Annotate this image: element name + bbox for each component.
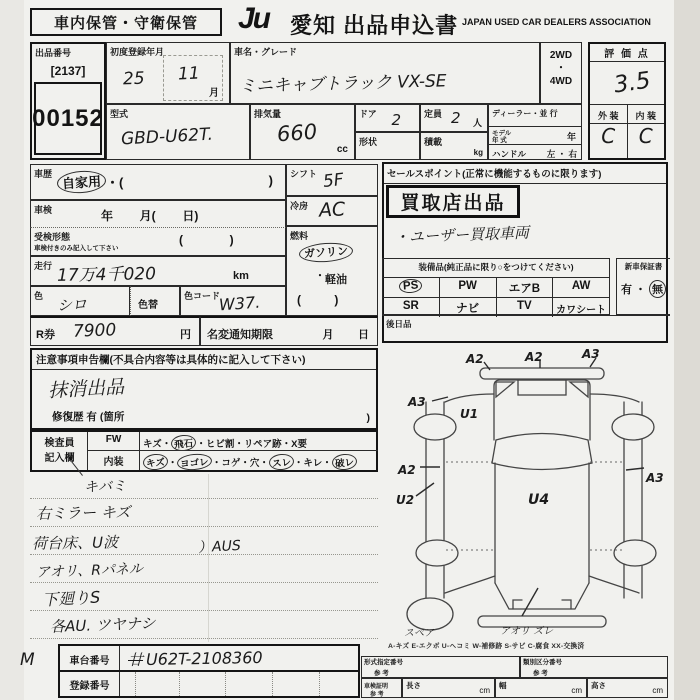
model-year-unit: 年: [566, 132, 576, 142]
capacity-value: 2: [451, 109, 461, 127]
storage-box: [30, 8, 222, 36]
int-sep-2: ・コゲ・穴・: [211, 458, 269, 469]
fw-item-circled: 飛石: [171, 434, 197, 452]
int-item-2: ヨゴレ: [177, 453, 213, 472]
load-cell: [420, 132, 488, 160]
scan-edge: [674, 0, 700, 700]
damage-label-a3-right: A3: [646, 471, 664, 485]
class-number-label: 類別区分番号: [523, 659, 562, 666]
length-label: 長さ: [406, 681, 421, 690]
door-label: ドア: [359, 109, 377, 119]
reg-divider: [225, 672, 226, 696]
chassis-row: [58, 644, 360, 672]
fw-item-pre: キズ・: [143, 439, 172, 450]
reg-divider: [319, 672, 320, 696]
damage-label-a2-top2: A2: [525, 350, 543, 364]
color-code-value: W37.: [218, 292, 261, 315]
fuel-dot: ・: [315, 271, 325, 282]
ac-value: AC: [318, 198, 346, 222]
shift-label: シフト: [290, 169, 318, 179]
reg-divider: [135, 672, 136, 696]
length-cell: [402, 678, 495, 698]
model-code-label: 型式: [110, 109, 129, 119]
int-value: C: [638, 124, 653, 148]
rticket-value: 7900: [72, 320, 117, 342]
equip-ps-circled: PS: [399, 278, 423, 294]
ac-label: 冷房: [290, 201, 309, 211]
warranty-no-circled: 無: [648, 279, 666, 298]
width-cell: [495, 678, 587, 698]
warranty-dot: ・: [635, 284, 646, 296]
width-label: 幅: [499, 681, 507, 690]
shaken-cell: [30, 200, 286, 228]
height-label: 高さ: [591, 681, 606, 690]
caution-box: [30, 348, 378, 430]
warranty-box: [616, 258, 670, 315]
note-kibami: キバミ: [83, 478, 127, 496]
jyuken-paren: ( ): [179, 233, 234, 247]
equip-ps: [383, 278, 440, 297]
lot-number-box: [34, 82, 102, 155]
reg-divider: [272, 672, 273, 696]
car-name-label: 車名・グレード: [234, 47, 298, 57]
history-cell: [30, 164, 286, 200]
model-year-label-a: モデル: [492, 130, 512, 137]
shaken-fields: 年 月( 日): [101, 209, 199, 223]
fuel-gasoline: ガソリン: [298, 241, 353, 264]
inspector-label2: 記入欄: [44, 453, 75, 464]
jyuken-label: 受検形態: [34, 232, 71, 242]
equip-sr: SR: [383, 298, 440, 317]
mileage-value: 17万4千020: [56, 264, 157, 286]
capacity-cell: [420, 104, 488, 132]
fold-crease: [208, 474, 209, 642]
note-mirror: 右ミラー キズ: [35, 503, 131, 523]
color-code-cell: [180, 286, 286, 316]
fuel-cell: [286, 226, 378, 316]
first-reg-month: 11: [177, 63, 201, 85]
inspector-box: [30, 430, 378, 472]
fuel-diesel: 軽油: [325, 274, 347, 286]
rule-line: [30, 498, 378, 499]
repair-history-label: 修復歴 有 (箇所: [52, 411, 125, 423]
registration-label: 登録番号: [60, 672, 120, 696]
height-unit: cm: [652, 686, 663, 695]
damage-label-a2-left: A2: [398, 463, 416, 477]
color-code-label: 色コード: [184, 291, 221, 301]
capacity-label: 定員: [424, 109, 443, 119]
type-number-ref: 参 考: [374, 670, 389, 677]
class-number-cell: [520, 656, 668, 678]
form-title: 愛知 出品申込書: [290, 13, 459, 38]
first-reg-cell: [106, 42, 230, 104]
damage-label-u4: U4: [528, 492, 550, 508]
name-change-fields: 月 日: [322, 329, 369, 341]
interior-label-cell: 内装: [88, 451, 140, 470]
rule-line: [30, 638, 378, 639]
sales-box: [382, 162, 668, 343]
mileage-label: 走行: [34, 261, 53, 271]
note-aus: ）AUS: [197, 537, 242, 557]
rating-label: 評 価 点: [604, 49, 650, 60]
damage-label-u2: U2: [396, 493, 415, 507]
dealer-line1: ディーラー・並 行: [489, 105, 581, 127]
chassis-label: 車台番号: [60, 646, 120, 670]
sales-header: セールスポイント(正常に機能するものに限ります): [384, 164, 666, 184]
registration-row: [58, 672, 360, 698]
spare-label: スペア: [404, 628, 434, 638]
history-value: 自家用: [56, 169, 106, 194]
damage-label-a3-left: A3: [408, 395, 426, 409]
inspector-label1: 検査員: [44, 438, 75, 449]
sales-note: ・ユーザー買取車両: [393, 223, 530, 247]
fw-item-post: ・ヒビ割・リペア跡・X要: [196, 439, 307, 450]
buyback-stamp-text: 買取店出品: [400, 193, 506, 214]
equipment-row1: [383, 278, 609, 298]
caution-header: 注意事項申告欄(不具合内容等は具体的に記入して下さい): [32, 350, 376, 370]
reg-divider: [179, 672, 180, 696]
fuel-paren: ( ): [297, 293, 339, 307]
shift-value: 5F: [322, 169, 345, 193]
repair-history-close: ): [366, 412, 370, 424]
size-label-cell: [361, 678, 402, 698]
damage-legend: A-キズ E-エクボ U-ヘコミ W-補修跡 S-サビ C-腐食 XX-交換済: [388, 643, 585, 650]
rticket-unit: 円: [180, 329, 191, 341]
lot-label: 出品番号: [35, 48, 72, 58]
shape-label: 形状: [359, 137, 378, 147]
warranty-yes: 有: [620, 284, 632, 296]
rticket-cell: [30, 316, 200, 346]
name-change-cell: [200, 316, 378, 346]
first-reg-label: 初度登録年月: [110, 47, 165, 57]
drive-dot: ・: [556, 63, 566, 74]
model-code-value: GBD-U62T.: [120, 124, 214, 150]
chassis-strike: 廿: [128, 651, 144, 669]
mileage-cell: [30, 256, 286, 286]
drive-4wd: 4WD: [549, 76, 573, 87]
warranty-options: [617, 272, 670, 298]
type-number-cell: [361, 656, 520, 678]
rating-box: [588, 42, 666, 160]
name-change-label: 名変通知期限: [207, 329, 273, 341]
dealer-line3: [489, 145, 581, 163]
door-value: 2: [391, 111, 401, 129]
ac-cell: [286, 196, 378, 226]
scan-edge-left: [0, 0, 24, 700]
jyuken-note: 車検付きのみ記入して下さい: [34, 245, 119, 252]
equip-aw: AW: [571, 280, 591, 292]
ext-int-header: [590, 104, 664, 124]
ext-value: C: [590, 124, 628, 158]
ju-logo: Ju: [238, 2, 270, 35]
rating-header: [590, 44, 664, 62]
fw-label-cell: FW: [88, 432, 140, 451]
history-value-wrap: [57, 171, 123, 193]
history-label: 車歴: [34, 169, 53, 179]
rule-line: [30, 526, 378, 527]
type-number-label: 形式指定番号: [364, 659, 403, 666]
buyback-stamp: [386, 185, 520, 218]
later-items-label: 後日品: [386, 319, 412, 329]
shaken-label: 車検: [34, 205, 53, 215]
color-label: 色: [34, 291, 44, 301]
capacity-unit: 人: [472, 118, 482, 128]
ext-label: 外 装: [590, 105, 628, 123]
lot-cell: [30, 42, 106, 160]
equip-leather-seat: カワシート: [556, 305, 607, 316]
rule-line: [30, 610, 378, 611]
drive-2wd: 2WD: [549, 50, 573, 61]
model-code-cell: [106, 104, 250, 160]
notes-area: [30, 474, 378, 642]
equip-pw: PW: [440, 278, 497, 297]
lot-bracket: [2137]: [50, 64, 86, 78]
note-underbody: 下廻りS: [41, 587, 101, 610]
mileage-unit: km: [233, 270, 249, 282]
damage-label-a2-top1: A2: [466, 352, 484, 366]
jyuken-cell: [30, 228, 286, 256]
color-change-cell: [130, 286, 180, 316]
damage-label-a3-top: A3: [582, 347, 600, 361]
model-year-label-b: 年 式: [492, 137, 507, 144]
rating-score: 3.5: [612, 67, 653, 99]
int-label: 内 装: [635, 111, 656, 121]
car-name-value: ミニキャブトラック VX-SE: [238, 71, 447, 97]
displacement-label: 排気量: [254, 109, 282, 119]
caution-note: 抹消出品: [47, 376, 125, 402]
int-sep-1: ・: [167, 458, 178, 469]
dealer-line2: [489, 127, 581, 145]
note-aori-panel: アオリ、Rパネル: [35, 561, 144, 581]
handle-options: 左 ・ 右: [546, 149, 577, 159]
displacement-cell: [250, 104, 355, 160]
int-item-1: キズ: [142, 453, 168, 471]
month-unit: 月: [209, 88, 219, 99]
color-change-label: 色替: [138, 300, 158, 311]
displacement-value: 660: [276, 119, 318, 147]
warranty-label: 新車保証書: [624, 262, 663, 271]
margin-mark-m: M: [20, 650, 35, 670]
lot-number: 00152: [32, 104, 104, 132]
int-item-4: 破レ: [331, 453, 357, 471]
int-item-3: スレ: [268, 453, 294, 471]
form-title-en: JAPAN USED CAR DEALERS ASSOCIATION: [462, 17, 651, 27]
equipment-header: 装備品(純正品に限り○をつけてください): [383, 259, 609, 278]
storage-label: 車内保管・守衛保管: [53, 14, 198, 32]
color-value: シロ: [56, 295, 88, 315]
ext-int-values: [590, 124, 664, 158]
equip-airbag: エアB: [497, 278, 554, 297]
int-sep-3: ・キレ・: [293, 458, 332, 469]
rticket-label: R券: [36, 329, 55, 341]
fuel-gasoline-wrap: [299, 243, 353, 262]
fw-items: [140, 432, 378, 451]
color-cell: [30, 286, 130, 316]
load-unit: kg: [473, 148, 483, 157]
handle-label: ハンドル: [492, 149, 527, 159]
interior-items: [140, 451, 378, 470]
car-name-cell: [230, 42, 540, 104]
equip-navi: ナビ: [440, 298, 497, 317]
length-unit: cm: [479, 686, 490, 695]
displacement-unit: cc: [336, 144, 348, 155]
load-label: 積載: [424, 137, 443, 147]
inspector-label-cell: [32, 432, 88, 470]
shift-cell: [286, 164, 378, 196]
equipment-box: [382, 258, 610, 315]
aori-zure-note: アオリ ズレ: [500, 626, 554, 637]
drive-cell: [540, 42, 582, 104]
size-label: 車検証明: [364, 684, 389, 690]
chassis-value: U62T-2108360: [145, 647, 263, 670]
door-cell: [355, 104, 420, 132]
pen-marks: [416, 358, 644, 616]
height-cell: [587, 678, 668, 698]
later-items-cell: [382, 315, 670, 343]
note-gloss: 各AU. ツヤナシ: [49, 614, 156, 636]
note-bed-floor: 荷台床、U波: [31, 533, 119, 553]
history-paren-close: ): [268, 173, 273, 188]
equip-tv: TV: [497, 298, 554, 317]
class-number-ref: 参 考: [533, 670, 548, 677]
first-reg-month-box: [163, 55, 223, 101]
shape-cell: [355, 132, 420, 160]
damage-label-u1: U1: [460, 407, 479, 421]
dealer-cell: [488, 104, 582, 160]
rule-line: [30, 582, 378, 583]
width-unit: cm: [571, 686, 582, 695]
damage-diagram: [382, 346, 668, 638]
first-reg-year: 25: [122, 68, 145, 90]
history-paren-open: ・(: [106, 175, 124, 190]
size-ref: 参 考: [370, 692, 384, 698]
fuel-label: 燃料: [290, 231, 309, 241]
